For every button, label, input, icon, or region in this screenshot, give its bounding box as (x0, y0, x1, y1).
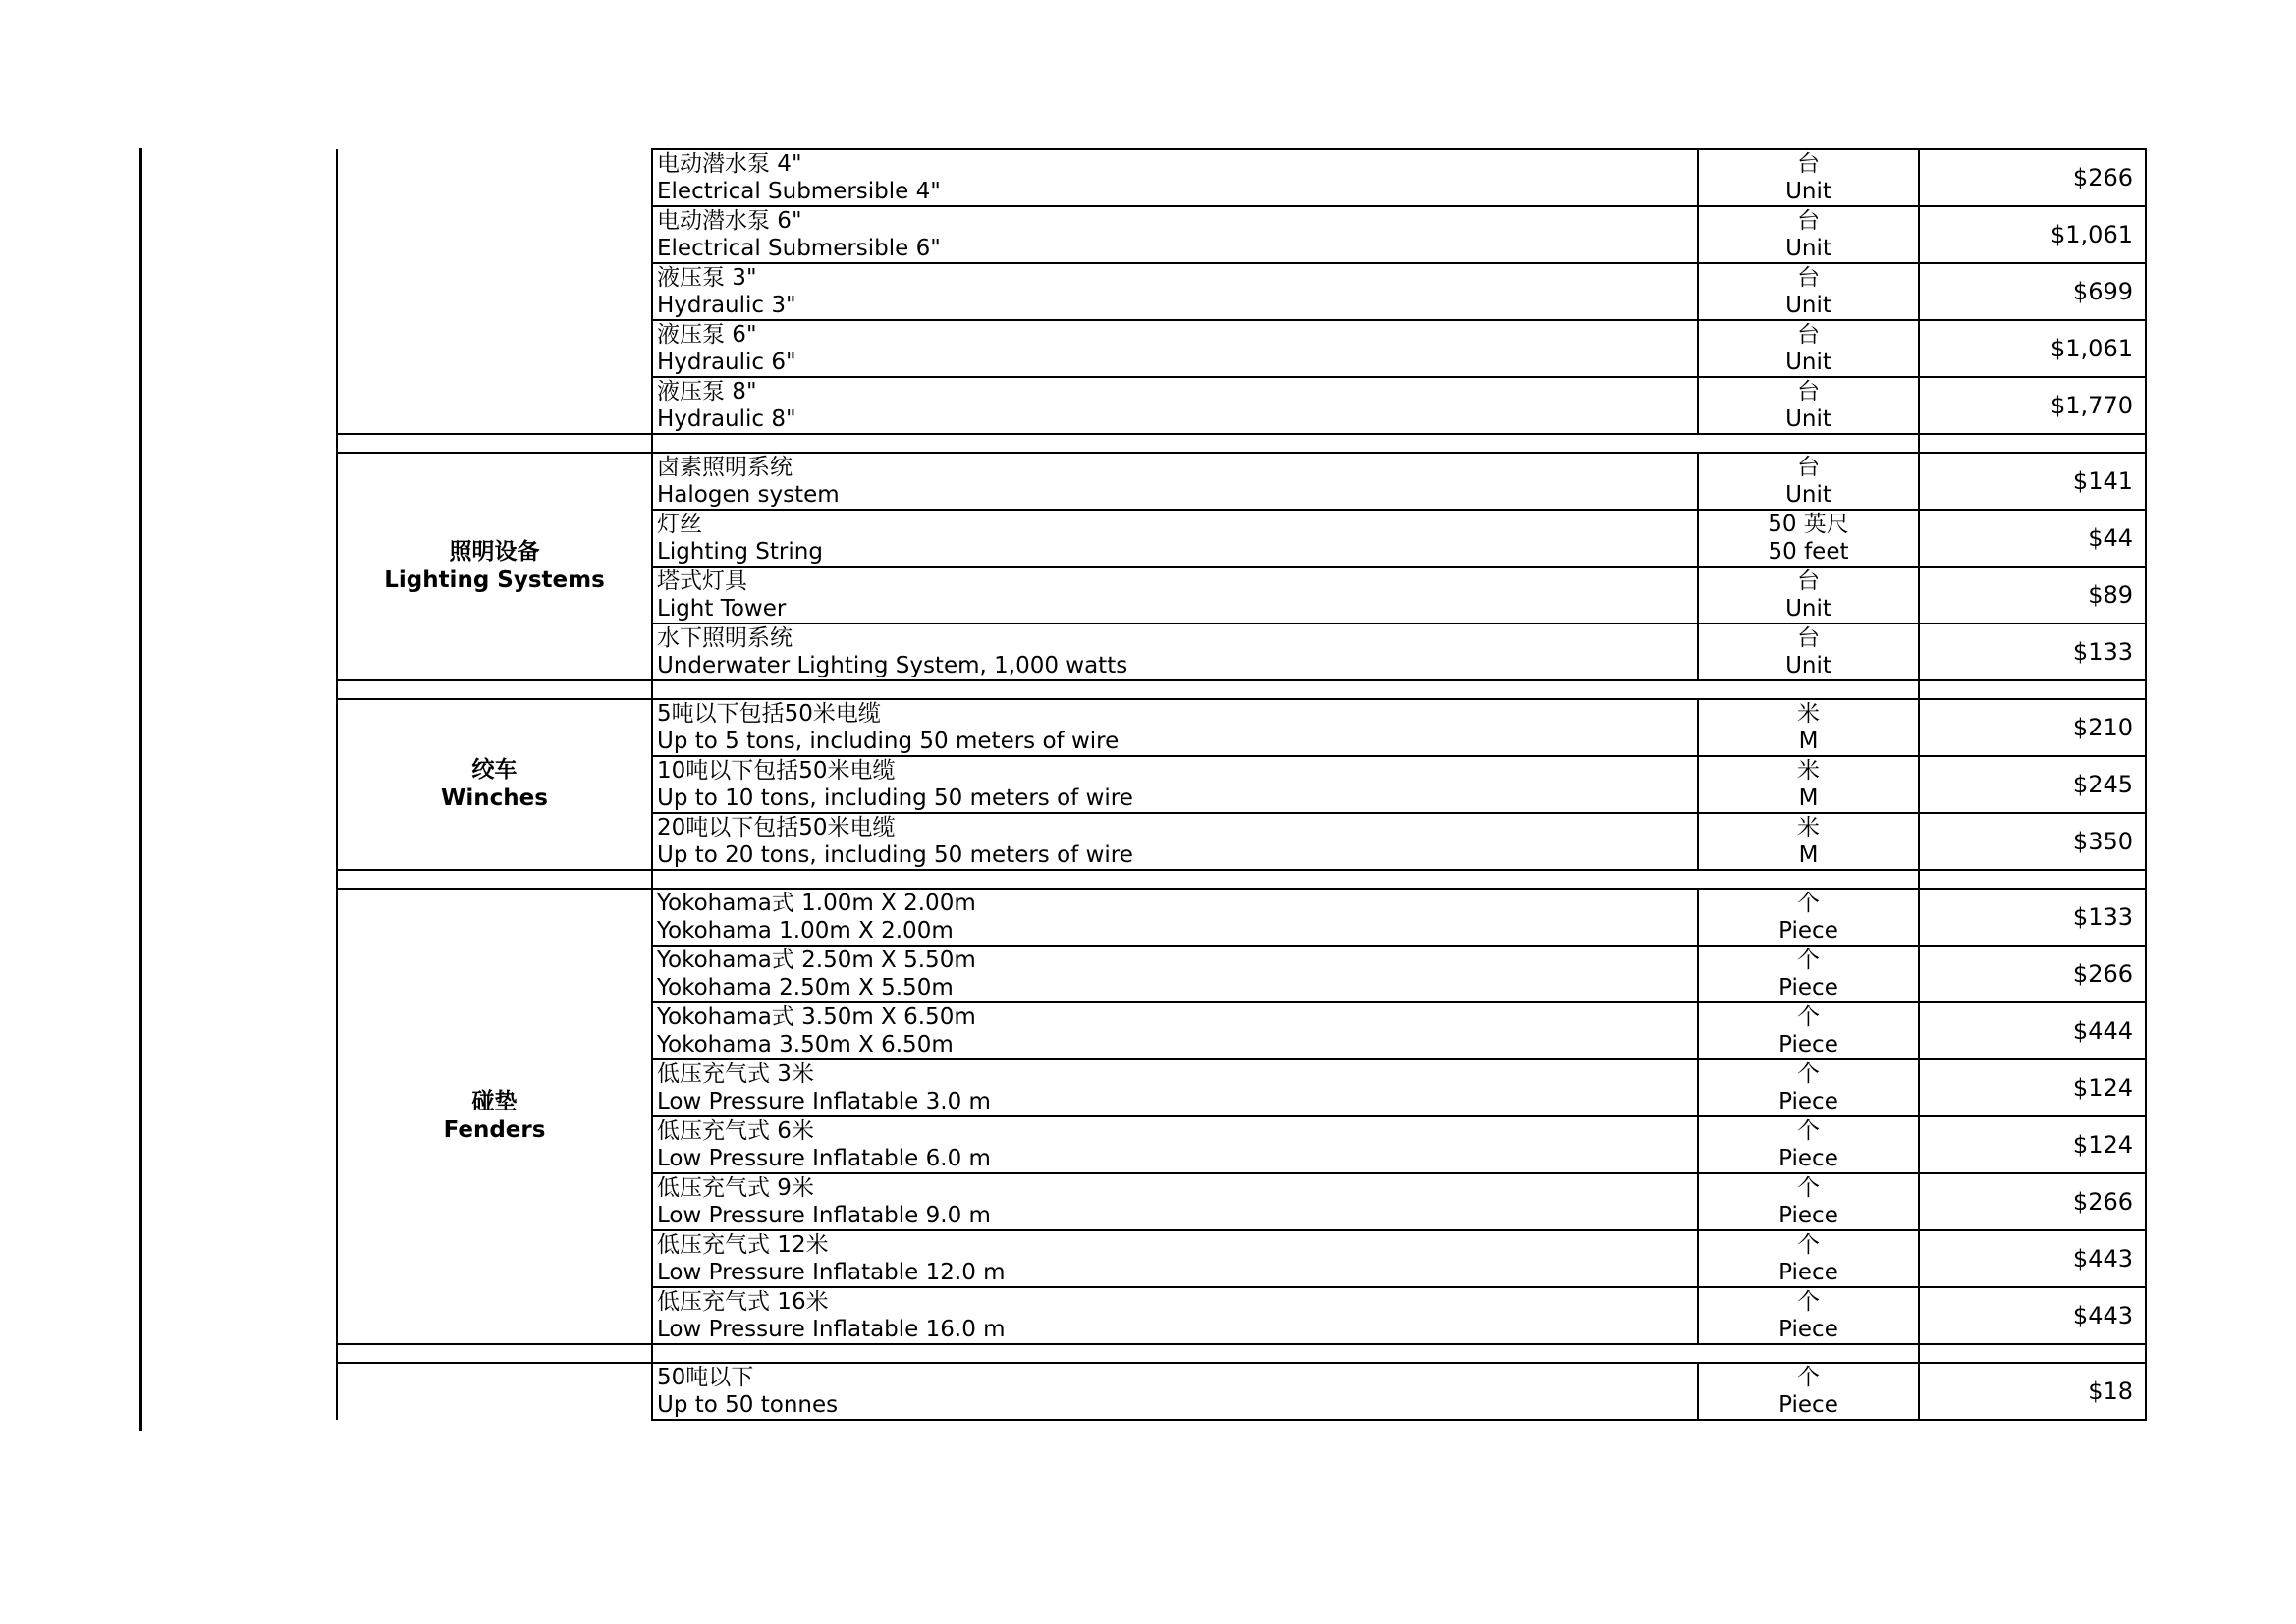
price-cell: $444 (1919, 1002, 2146, 1059)
unit-en: Unit (1785, 236, 1831, 261)
price-cell: $1,770 (1919, 377, 2146, 434)
table-row (337, 699, 2146, 756)
unit-en: M (1798, 785, 1819, 811)
item-name-en: Low Pressure Inflatable 9.0 m (657, 1203, 991, 1228)
item-name-en: Electrical Submersible 4" (657, 179, 941, 204)
item-cell (652, 813, 1698, 870)
price-cell: $443 (1919, 1230, 2146, 1287)
item-name-zh: 低压充气式 9米 (657, 1175, 814, 1201)
price-cell: $210 (1919, 699, 2146, 756)
unit-en: Unit (1785, 596, 1831, 622)
unit-cell (1698, 206, 1919, 263)
item-name-zh: Yokohama式 3.50m X 6.50m (657, 1004, 976, 1030)
unit-zh: 个 (1797, 891, 1820, 916)
item-name-zh: Yokohama式 1.00m X 2.00m (657, 891, 976, 916)
item-cell (652, 510, 1698, 567)
unit-cell (1698, 149, 1919, 206)
item-name-en: Up to 5 tons, including 50 meters of wire (657, 729, 1120, 754)
unit-en: M (1798, 842, 1819, 868)
unit-cell (1698, 377, 1919, 434)
item-name-zh: 液压泵 3" (657, 265, 757, 291)
unit-cell (1698, 567, 1919, 623)
unit-zh: 米 (1797, 758, 1820, 784)
unit-zh: 个 (1797, 1289, 1820, 1315)
price-cell: $699 (1919, 263, 2146, 320)
unit-zh: 台 (1797, 151, 1820, 177)
unit-zh: 台 (1797, 625, 1820, 651)
item-cell (652, 453, 1698, 510)
unit-zh: 个 (1797, 1232, 1820, 1258)
unit-zh: 50 英尺 (1768, 512, 1849, 537)
item-name-zh: 低压充气式 12米 (657, 1232, 829, 1258)
price-cell: $350 (1919, 813, 2146, 870)
item-name-zh: Yokohama式 2.50m X 5.50m (657, 947, 976, 973)
item-name-zh: 10吨以下包括50米电缆 (657, 758, 896, 784)
price-cell: $1,061 (1919, 206, 2146, 263)
item-cell (652, 1059, 1698, 1116)
category-name-en: Fenders (443, 1117, 546, 1143)
item-name-zh: 低压充气式 6米 (657, 1118, 814, 1144)
category-cell (337, 1363, 652, 1420)
unit-en: Unit (1785, 350, 1831, 375)
unit-cell (1698, 1230, 1919, 1287)
item-name-en: Yokohama 2.50m X 5.50m (657, 975, 954, 1001)
category-cell (337, 889, 652, 1344)
table-row (337, 149, 2146, 206)
item-cell (652, 263, 1698, 320)
item-name-zh: 5吨以下包括50米电缆 (657, 701, 881, 727)
item-cell (652, 320, 1698, 377)
item-name-zh: 20吨以下包括50米电缆 (657, 815, 896, 840)
unit-zh: 米 (1797, 815, 1820, 840)
price-cell: $266 (1919, 1173, 2146, 1230)
unit-zh: 个 (1797, 1118, 1820, 1144)
unit-zh: 个 (1797, 1004, 1820, 1030)
item-name-en: Light Tower (657, 596, 787, 622)
unit-cell (1698, 946, 1919, 1002)
item-name-en: Up to 20 tons, including 50 meters of wire (657, 842, 1133, 868)
item-name-zh: 液压泵 8" (657, 379, 757, 405)
item-name-zh: 塔式灯具 (657, 568, 747, 594)
item-name-en: Underwater Lighting System, 1,000 watts (657, 653, 1128, 678)
unit-cell (1698, 699, 1919, 756)
unit-zh: 米 (1797, 701, 1820, 727)
item-name-zh: 水下照明系统 (657, 625, 793, 651)
unit-zh: 台 (1797, 208, 1820, 234)
unit-cell (1698, 813, 1919, 870)
item-cell (652, 149, 1698, 206)
price-cell: $245 (1919, 756, 2146, 813)
item-name-zh: 电动潜水泵 4" (657, 151, 802, 177)
category-cell (337, 453, 652, 680)
section-separator (337, 870, 2146, 889)
unit-cell (1698, 453, 1919, 510)
unit-en: Piece (1778, 1203, 1838, 1228)
item-cell (652, 1173, 1698, 1230)
item-name-en: Hydraulic 8" (657, 406, 796, 432)
unit-cell (1698, 510, 1919, 567)
unit-zh: 台 (1797, 455, 1820, 480)
item-name-en: Lighting String (657, 539, 823, 565)
unit-en: Piece (1778, 975, 1838, 1001)
item-name-zh: 液压泵 6" (657, 322, 757, 348)
item-name-en: Hydraulic 6" (657, 350, 796, 375)
item-cell (652, 1002, 1698, 1059)
item-name-en: Low Pressure Inflatable 3.0 m (657, 1089, 991, 1114)
item-cell (652, 1230, 1698, 1287)
table-row (337, 453, 2146, 510)
price-cell: $124 (1919, 1059, 2146, 1116)
item-cell (652, 1363, 1698, 1420)
category-name-zh: 碰垫 (471, 1089, 518, 1114)
unit-zh: 台 (1797, 322, 1820, 348)
section-separator (337, 1344, 2146, 1363)
unit-en: Piece (1778, 1089, 1838, 1114)
unit-cell (1698, 756, 1919, 813)
rental-price-table (336, 148, 2147, 1421)
item-cell (652, 756, 1698, 813)
price-cell: $18 (1919, 1363, 2146, 1420)
item-name-en: Yokohama 3.50m X 6.50m (657, 1032, 954, 1057)
unit-zh: 个 (1797, 947, 1820, 973)
item-name-zh: 低压充气式 3米 (657, 1061, 814, 1087)
unit-en: Piece (1778, 1317, 1838, 1342)
item-name-en: Up to 50 tonnes (657, 1392, 839, 1418)
unit-en: Piece (1778, 918, 1838, 944)
price-cell: $133 (1919, 889, 2146, 946)
category-name-zh: 绞车 (471, 757, 518, 783)
category-cell (337, 149, 652, 434)
item-cell (652, 206, 1698, 263)
unit-zh: 台 (1797, 568, 1820, 594)
category-cell (337, 699, 652, 870)
item-name-en: Up to 10 tons, including 50 meters of wire (657, 785, 1133, 811)
item-name-en: Low Pressure Inflatable 16.0 m (657, 1317, 1006, 1342)
price-cell: $266 (1919, 946, 2146, 1002)
unit-en: Unit (1785, 482, 1831, 508)
unit-cell (1698, 1363, 1919, 1420)
item-name-en: Halogen system (657, 482, 840, 508)
table-body (337, 149, 2146, 1420)
price-cell: $141 (1919, 453, 2146, 510)
price-cell: $1,061 (1919, 320, 2146, 377)
section-separator (337, 434, 2146, 453)
section-separator (337, 680, 2146, 699)
item-name-en: Yokohama 1.00m X 2.00m (657, 918, 954, 944)
unit-en: Piece (1778, 1032, 1838, 1057)
unit-en: Piece (1778, 1260, 1838, 1285)
item-name-zh: 50吨以下 (657, 1365, 754, 1390)
unit-cell (1698, 320, 1919, 377)
unit-cell (1698, 889, 1919, 946)
unit-cell (1698, 263, 1919, 320)
item-cell (652, 377, 1698, 434)
item-cell (652, 1116, 1698, 1173)
item-name-zh: 低压充气式 16米 (657, 1289, 829, 1315)
price-cell: $124 (1919, 1116, 2146, 1173)
category-name-en: Winches (441, 785, 548, 811)
unit-zh: 台 (1797, 265, 1820, 291)
unit-cell (1698, 1059, 1919, 1116)
item-cell (652, 1287, 1698, 1344)
item-cell (652, 946, 1698, 1002)
unit-en: Unit (1785, 653, 1831, 678)
item-cell (652, 889, 1698, 946)
price-cell: $89 (1919, 567, 2146, 623)
unit-zh: 个 (1797, 1365, 1820, 1390)
category-name-en: Lighting Systems (384, 568, 605, 593)
left-margin-rule (139, 148, 142, 1431)
table-row (337, 1363, 2146, 1420)
price-cell: $133 (1919, 623, 2146, 680)
item-name-en: Low Pressure Inflatable 12.0 m (657, 1260, 1006, 1285)
unit-zh: 个 (1797, 1175, 1820, 1201)
item-name-zh: 灯丝 (657, 512, 702, 537)
price-cell: $266 (1919, 149, 2146, 206)
unit-en: Piece (1778, 1146, 1838, 1171)
item-name-en: Hydraulic 3" (657, 293, 796, 318)
unit-zh: 个 (1797, 1061, 1820, 1087)
category-name-zh: 照明设备 (449, 539, 540, 565)
unit-cell (1698, 1116, 1919, 1173)
table-row (337, 889, 2146, 946)
unit-cell (1698, 1002, 1919, 1059)
unit-cell (1698, 1173, 1919, 1230)
unit-cell (1698, 623, 1919, 680)
price-cell: $443 (1919, 1287, 2146, 1344)
item-name-en: Electrical Submersible 6" (657, 236, 941, 261)
item-name-zh: 电动潜水泵 6" (657, 208, 802, 234)
item-cell (652, 623, 1698, 680)
unit-cell (1698, 1287, 1919, 1344)
item-name-en: Low Pressure Inflatable 6.0 m (657, 1146, 991, 1171)
unit-en: Unit (1785, 179, 1831, 204)
item-name-zh: 卤素照明系统 (657, 455, 793, 480)
unit-en: Unit (1785, 293, 1831, 318)
price-cell: $44 (1919, 510, 2146, 567)
unit-en: Piece (1778, 1392, 1838, 1418)
item-cell (652, 567, 1698, 623)
unit-en: 50 feet (1768, 539, 1849, 565)
item-cell (652, 699, 1698, 756)
unit-en: M (1798, 729, 1819, 754)
unit-zh: 台 (1797, 379, 1820, 405)
unit-en: Unit (1785, 406, 1831, 432)
